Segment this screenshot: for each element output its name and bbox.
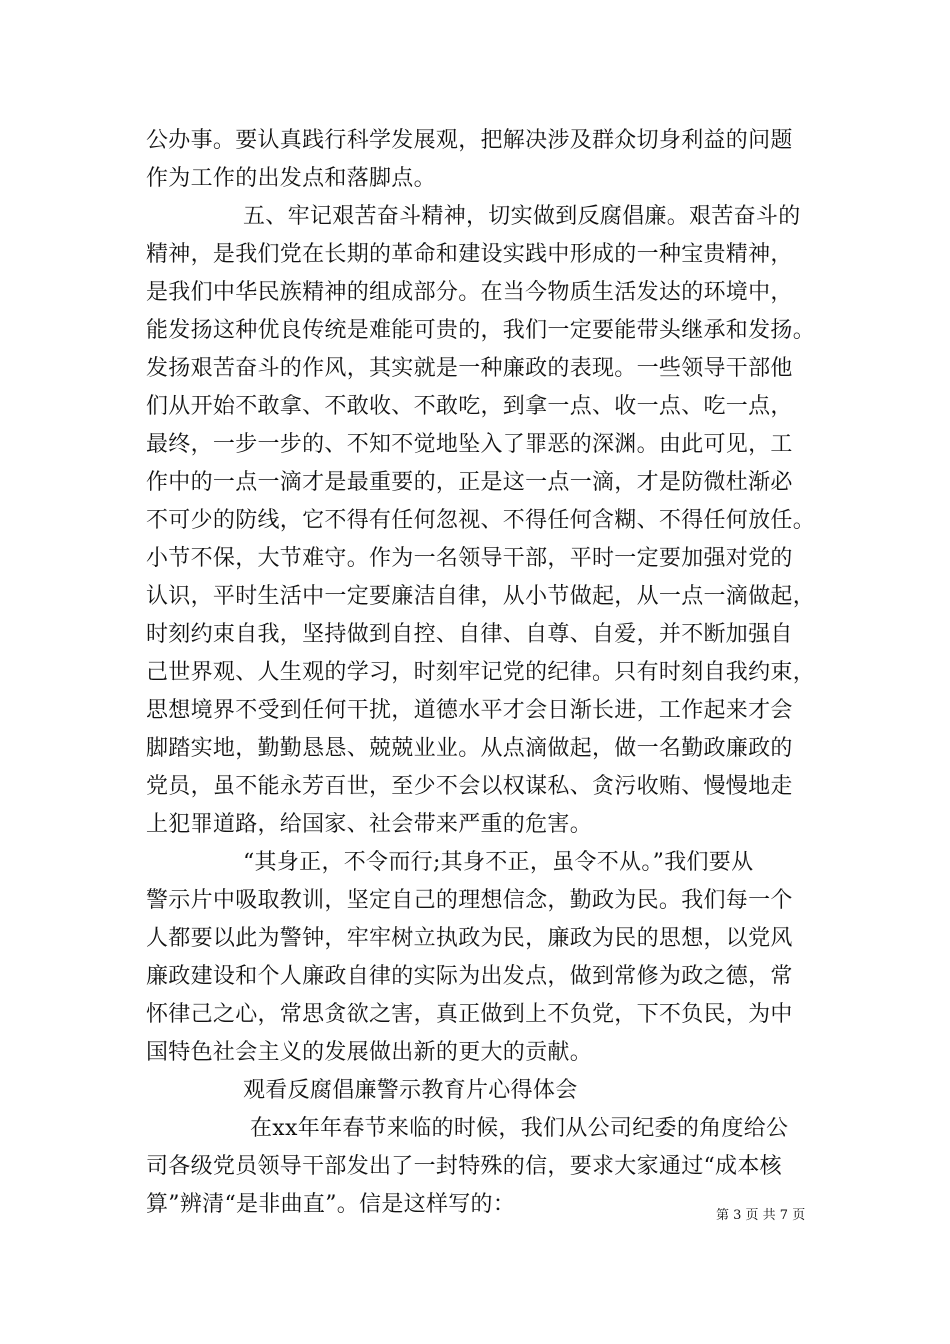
body-text-line: 精神，是我们党在长期的革命和建设实践中形成的一种宝贵精神， — [146, 242, 793, 267]
paragraph-start: 在xx年年春节来临的时候，我们从公司纪委的角度给公 — [250, 1116, 789, 1141]
article-title: 观看反腐倡廉警示教育片心得体会 — [243, 1078, 578, 1103]
body-text-line: 不可少的防线，它不得有任何忽视、不得任何含糊、不得任何放任。 — [146, 508, 816, 533]
body-text-line: 怀律己之心，常思贪欲之害，真正做到上不负党，下不负民，为中 — [146, 1002, 793, 1027]
body-text-line: 公办事。要认真践行科学发展观，把解决涉及群众切身利益的问题 — [146, 128, 793, 153]
body-text-line: 能发扬这种优良传统是难能可贵的，我们一定要能带头继承和发扬。 — [146, 318, 816, 343]
body-text-line: 最终，一步一步的、不知不觉地坠入了罪恶的深渊。由此可见，工 — [146, 432, 793, 457]
body-text-line: 己世界观、人生观的学习，时刻牢记党的纪律。只有时刻自我约束， — [146, 660, 816, 685]
body-text-line: 党员，虽不能永芳百世，至少不会以权谋私、贪污收贿、慢慢地走 — [146, 774, 793, 799]
body-text-line: 上犯罪道路，给国家、社会带来严重的危害。 — [146, 812, 593, 837]
body-text-line: 思想境界不受到任何干扰，道德水平才会日渐长进，工作起来才会 — [146, 698, 793, 723]
page-number-footer: 第 3 页 共 7 页 — [716, 1208, 806, 1223]
body-text-line: 廉政建设和个人廉政自律的实际为出发点，做到常修为政之德，常 — [146, 964, 793, 989]
body-text-line: 认识，平时生活中一定要廉洁自律，从小节做起，从一点一滴做起， — [146, 584, 816, 609]
body-text-line: 发扬艰苦奋斗的作风，其实就是一种廉政的表现。一些领导干部他 — [146, 356, 793, 381]
body-text-line: 作中的一点一滴才是最重要的，正是这一点一滴，才是防微杜渐必 — [146, 470, 793, 495]
quote-paragraph-start: “其身正，不令而行;其身不正，虽令不从。”我们要从 — [243, 850, 754, 875]
body-text-line: 算”辨清“是非曲直”。信是这样写的： — [146, 1192, 516, 1217]
body-text-line: 警示片中吸取教训，坚定自己的理想信念，勤政为民。我们每一个 — [146, 888, 793, 913]
body-text-line: 作为工作的出发点和落脚点。 — [146, 166, 436, 191]
body-text-line: 时刻约束自我，坚持做到自控、自律、自尊、自爱，并不断加强自 — [146, 622, 793, 647]
body-text-line: 脚踏实地，勤勤恳恳、兢兢业业。从点滴做起，做一名勤政廉政的 — [146, 736, 793, 761]
body-text-line: 们从开始不敢拿、不敢收、不敢吃，到拿一点、收一点、吃一点， — [146, 394, 793, 419]
body-text-line: 人都要以此为警钟，牢牢树立执政为民，廉政为民的思想，以党风 — [146, 926, 793, 951]
body-text-line: 国特色社会主义的发展做出新的更大的贡献。 — [146, 1040, 593, 1065]
body-text-line: 小节不保，大节难守。作为一名领导干部，平时一定要加强对党的 — [146, 546, 793, 571]
section-heading-five: 五、牢记艰苦奋斗精神，切实做到反腐倡廉。艰苦奋斗的 — [243, 204, 801, 229]
body-text-line: 是我们中华民族精神的组成部分。在当今物质生活发达的环境中， — [146, 280, 793, 305]
body-text-line: 司各级党员领导干部发出了一封特殊的信，要求大家通过“成本核 — [146, 1154, 782, 1179]
